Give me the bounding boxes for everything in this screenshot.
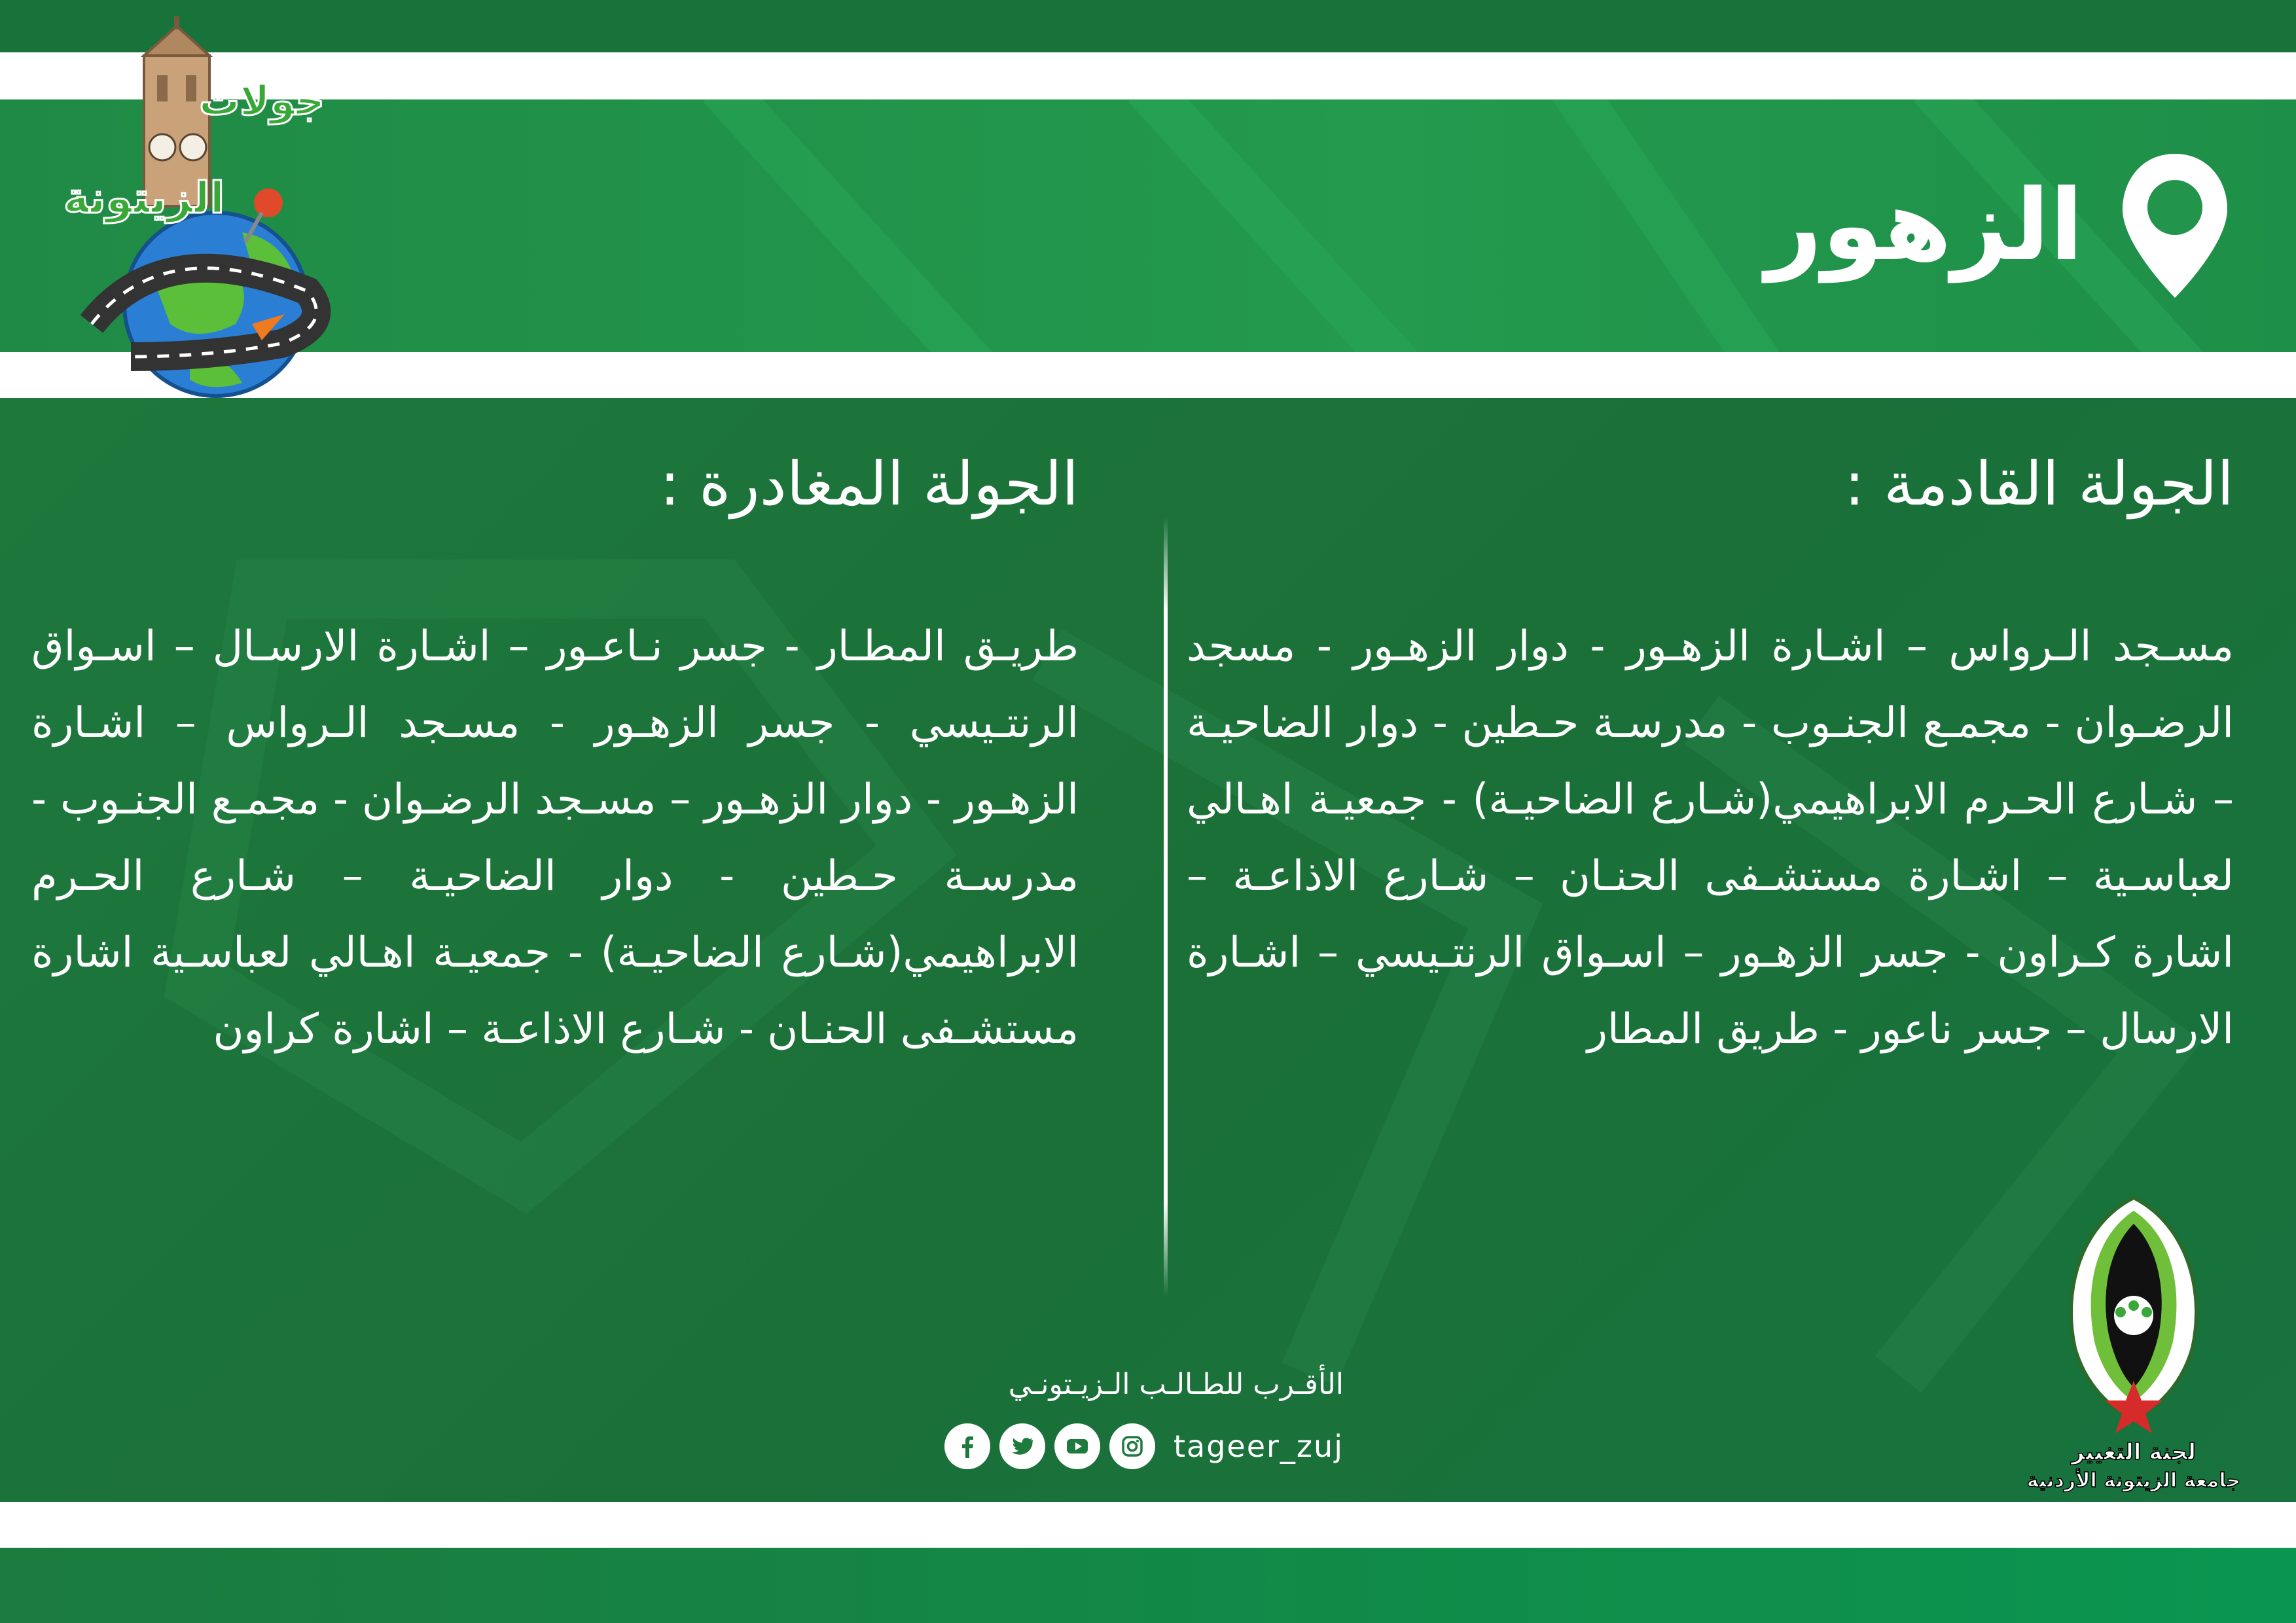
tour-logo-text-bottom: الزيتونة: [63, 173, 225, 223]
arrival-heading: الجولة القادمة :: [1844, 449, 2234, 519]
youtube-icon[interactable]: [1054, 1423, 1100, 1469]
slogan: الأقـرب للطـالـب الـزيـتونـي: [1008, 1368, 1344, 1401]
tour-logo: [46, 16, 334, 402]
instagram-icon[interactable]: [1109, 1423, 1155, 1469]
departure-route: طريـق المطـار - جسر نـاعـور – اشـارة الارسـال – اسـواق الرنتـيسي - جسر الزهـور - مسـجد الـرواس – اشـارة الزهـور - دوار الزهـور – مسـجد الرضـوان - مجمـع الجنـوب - مدرسـة حـطين - دوار الضاحيـة – شـارع الحـرم الابراهيمي(شـارع الضاحيـة) - جمعيـة اهـالي لعباسـية اشارة مستشـفى الحنـان - شـارع الاذاعـة – اشارة كراون: [31, 622, 1079, 1054]
bottom-white-stripe: [0, 1502, 2296, 1548]
arrival-route: مسـجد الـرواس – اشـارة الزهـور - دوار الزهـور - مسجد الرضـوان - مجمـع الجنـوب - مدرسـة حـطين - دوار الضاحيـة – شـارع الحـرم الابراهيمي(شـارع الضاحيـة) - جمعيـة اهـالي لعباسـية – اشـارة مستشـفى الحنـان – شـارع الاذاعـة – اشارة كـراون - جسر الزهـور – اسـواق الرنتـيسي – اشـارة الارسال – جسر ناعور - طريق المطار: [1187, 622, 2234, 1054]
committee-logo-line2: جامعة الزيتونة الأردنية: [2026, 1469, 2241, 1492]
page-title: الزهور: [1765, 169, 2083, 283]
column-divider: [1164, 517, 1168, 1296]
twitter-icon[interactable]: [999, 1423, 1045, 1469]
location-pin-icon: [2116, 147, 2234, 304]
committee-logo: [2022, 1185, 2245, 1499]
committee-logo-line1: لجنة التغيير: [2071, 1439, 2197, 1465]
title-group: [1766, 141, 2234, 311]
departure-heading: الجولة المغادرة :: [659, 449, 1079, 519]
arrival-section: [1187, 445, 2234, 1068]
top-band: [0, 0, 2296, 52]
departure-section: [31, 445, 1079, 1068]
social-bar: [944, 1423, 1344, 1469]
facebook-icon[interactable]: [944, 1423, 990, 1469]
middle-white-stripe: [0, 352, 2296, 398]
top-white-stripe: [0, 52, 2296, 99]
social-handle[interactable]: tageer_zuj: [1173, 1429, 1344, 1464]
bottom-band: [0, 1548, 2296, 1623]
tour-logo-text-top: جولات: [198, 77, 325, 124]
